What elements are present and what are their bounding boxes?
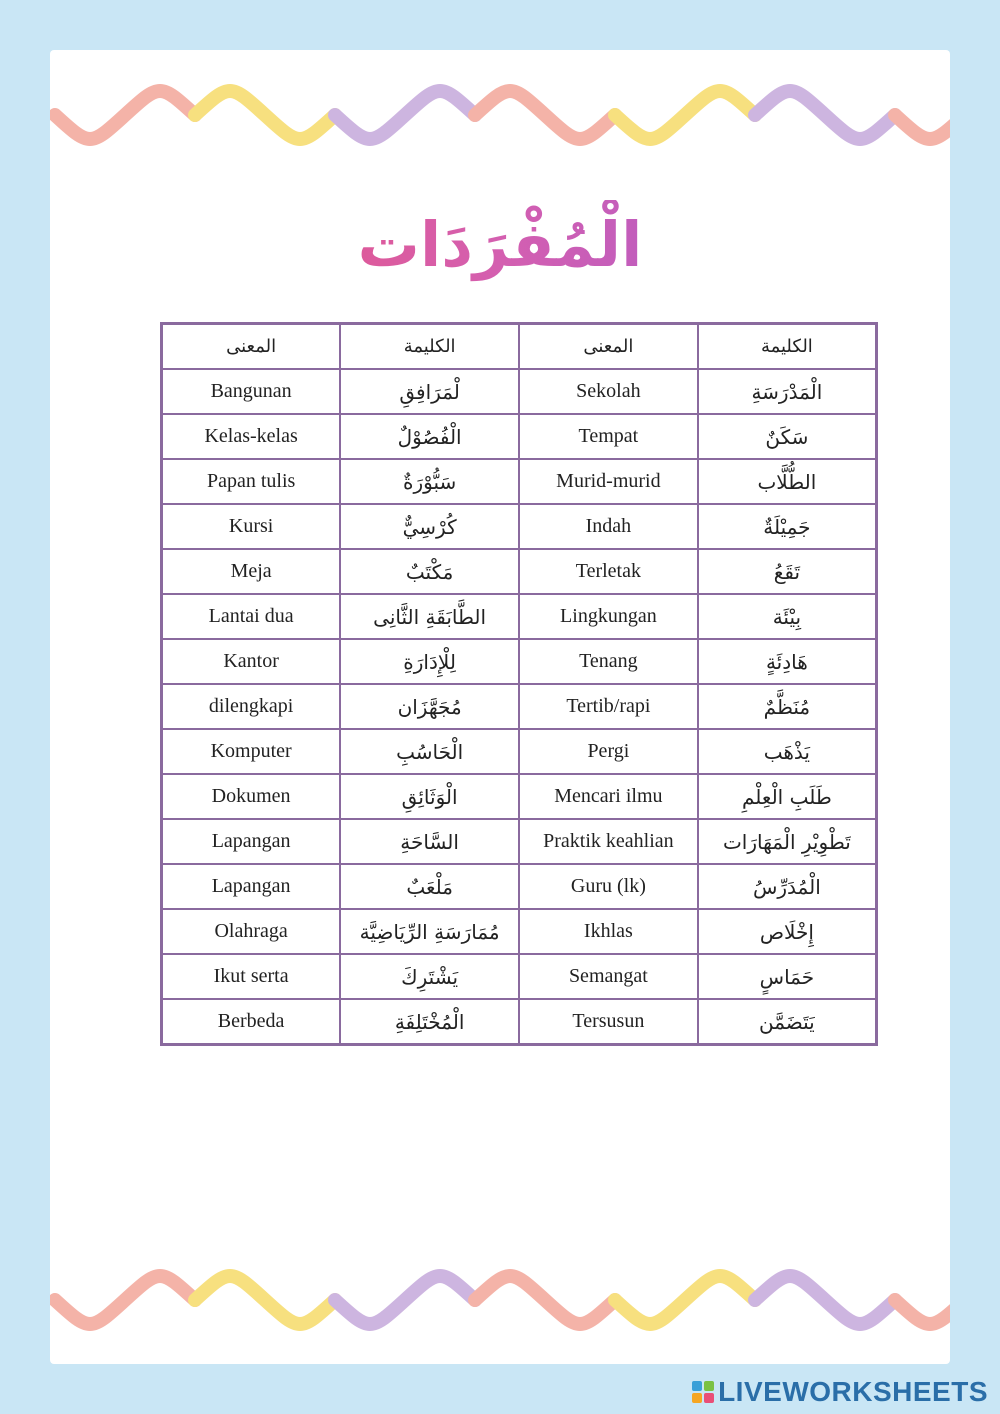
arabic-word-cell: السَّاحَةِ	[340, 819, 519, 864]
arabic-word-cell: جَمِيْلَةٌ	[698, 504, 877, 549]
wave-segment	[475, 1276, 615, 1324]
meaning-cell: Bangunan	[162, 369, 341, 414]
table-row	[162, 594, 877, 639]
meaning-cell: Tenang	[519, 639, 698, 684]
header-word-1: الكليمة	[698, 324, 877, 370]
vocabulary-table	[160, 322, 878, 1046]
meaning-cell: Papan tulis	[162, 459, 341, 504]
table-row	[162, 639, 877, 684]
meaning-cell: Tempat	[519, 414, 698, 459]
wave-segment	[895, 91, 950, 139]
wave-segment	[335, 1276, 475, 1324]
arabic-word-cell: بِيْئَة	[698, 594, 877, 639]
meaning-cell: Tersusun	[519, 999, 698, 1045]
meaning-cell: Ikhlas	[519, 909, 698, 954]
wave-segment	[195, 91, 335, 139]
arabic-word-cell: الْوَثَائِقِ	[340, 774, 519, 819]
meaning-cell: Kursi	[162, 504, 341, 549]
arabic-word-cell: يَذْهَب	[698, 729, 877, 774]
meaning-cell: dilengkapi	[162, 684, 341, 729]
header-meaning-2: المعنى	[162, 324, 341, 370]
arabic-word-cell: مَلْعَبٌ	[340, 864, 519, 909]
table-row	[162, 819, 877, 864]
meaning-cell: Dokumen	[162, 774, 341, 819]
arabic-word-cell: الْمُخْتَلِفَةِ	[340, 999, 519, 1045]
arabic-word-cell: لْمَرَافِقِ	[340, 369, 519, 414]
wave-segment	[755, 1276, 895, 1324]
meaning-cell: Kelas-kelas	[162, 414, 341, 459]
meaning-cell: Sekolah	[519, 369, 698, 414]
arabic-word-cell: الْحَاسُبِ	[340, 729, 519, 774]
worksheet-page	[50, 50, 950, 1364]
meaning-cell: Mencari ilmu	[519, 774, 698, 819]
arabic-word-cell: يَشْتَرِكَ	[340, 954, 519, 999]
meaning-cell: Tertib/rapi	[519, 684, 698, 729]
table-row	[162, 909, 877, 954]
table-row	[162, 864, 877, 909]
meaning-cell: Meja	[162, 549, 341, 594]
table-row	[162, 954, 877, 999]
arabic-word-cell: حَمَاسٍ	[698, 954, 877, 999]
meaning-cell: Pergi	[519, 729, 698, 774]
meaning-cell: Kantor	[162, 639, 341, 684]
meaning-cell: Lantai dua	[162, 594, 341, 639]
arabic-word-cell: لِلْإِدَارَةِ	[340, 639, 519, 684]
decorative-wave-top	[50, 60, 950, 170]
arabic-word-cell: كُرْسِيٌّ	[340, 504, 519, 549]
arabic-word-cell: إِخْلَاص	[698, 909, 877, 954]
wave-segment	[195, 1276, 335, 1324]
page-title: الْمُفْرَدَات	[50, 200, 950, 290]
wave-segment	[895, 1276, 950, 1324]
table-row	[162, 549, 877, 594]
header-meaning-1: المعنى	[519, 324, 698, 370]
meaning-cell: Guru (lk)	[519, 864, 698, 909]
arabic-word-cell: يَتَضَمَّن	[698, 999, 877, 1045]
table-row	[162, 459, 877, 504]
meaning-cell: Komputer	[162, 729, 341, 774]
meaning-cell: Indah	[519, 504, 698, 549]
meaning-cell: Lapangan	[162, 864, 341, 909]
table-row	[162, 684, 877, 729]
table-header-row	[162, 324, 877, 370]
wave-segment	[475, 91, 615, 139]
arabic-word-cell: الْفُصُوْلٌ	[340, 414, 519, 459]
meaning-cell: Berbeda	[162, 999, 341, 1045]
decorative-wave-bottom	[50, 1245, 950, 1355]
wave-segment	[615, 91, 755, 139]
wave-segment	[55, 91, 195, 139]
brand-logo[interactable]	[692, 1376, 988, 1408]
table-row	[162, 774, 877, 819]
arabic-word-cell: الْمُدَرِّسُ	[698, 864, 877, 909]
wave-segment	[615, 1276, 755, 1324]
meaning-cell: Murid-murid	[519, 459, 698, 504]
table-row	[162, 504, 877, 549]
arabic-word-cell: هَادِئَةٍ	[698, 639, 877, 684]
arabic-word-cell: تَقَعُ	[698, 549, 877, 594]
table-row	[162, 999, 877, 1045]
meaning-cell: Ikut serta	[162, 954, 341, 999]
arabic-word-cell: الطَّابَقَةِ الثَّانِى	[340, 594, 519, 639]
meaning-cell: Lingkungan	[519, 594, 698, 639]
wave-segment	[335, 91, 475, 139]
header-word-2: الكليمة	[340, 324, 519, 370]
logo-square	[704, 1381, 714, 1391]
meaning-cell: Terletak	[519, 549, 698, 594]
table-row	[162, 414, 877, 459]
logo-square	[692, 1393, 702, 1403]
arabic-word-cell: طَلَبِ الْعِلْمِ	[698, 774, 877, 819]
arabic-word-cell: مُنَظَّمٌ	[698, 684, 877, 729]
table-row	[162, 369, 877, 414]
brand-name: LIVEWORKSHEETS	[718, 1376, 988, 1407]
liveworksheets-logo-icon	[692, 1381, 714, 1403]
arabic-word-cell: الطُّلَّاب	[698, 459, 877, 504]
arabic-word-cell: الْمَدْرَسَةِ	[698, 369, 877, 414]
meaning-cell: Praktik keahlian	[519, 819, 698, 864]
logo-square	[704, 1393, 714, 1403]
meaning-cell: Lapangan	[162, 819, 341, 864]
arabic-word-cell: سَكَنٌ	[698, 414, 877, 459]
wave-segment	[755, 91, 895, 139]
wave-segment	[55, 1276, 195, 1324]
arabic-word-cell: مُجَهَّزَان	[340, 684, 519, 729]
arabic-word-cell: تَطْوِيْرِ الْمَهَارَات	[698, 819, 877, 864]
table-row	[162, 729, 877, 774]
arabic-word-cell: سَبُّوْرَةٌ	[340, 459, 519, 504]
arabic-word-cell: مُمَارَسَةِ الرِّيَاضِيَّة	[340, 909, 519, 954]
meaning-cell: Olahraga	[162, 909, 341, 954]
arabic-word-cell: مَكْتَبٌ	[340, 549, 519, 594]
vocabulary-table-body	[162, 369, 877, 1045]
logo-square	[692, 1381, 702, 1391]
meaning-cell: Semangat	[519, 954, 698, 999]
